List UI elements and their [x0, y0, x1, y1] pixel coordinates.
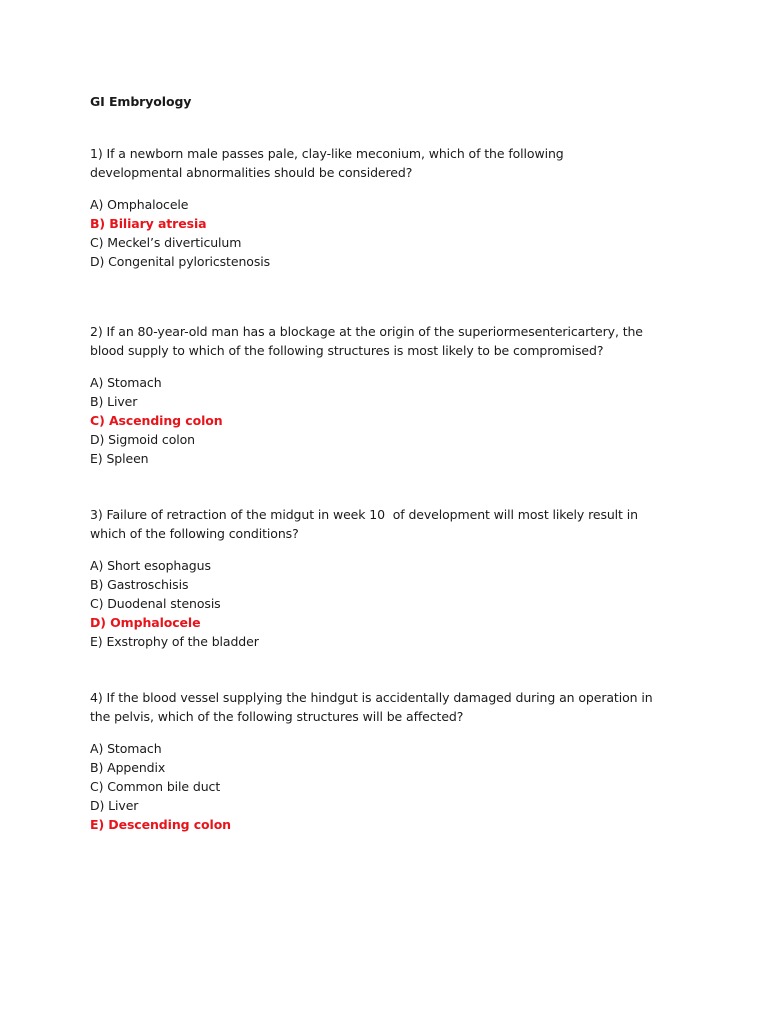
answer-options — [90, 373, 690, 468]
document-title: GI Embryology — [90, 94, 192, 109]
question-3 — [90, 505, 690, 651]
question-2 — [90, 322, 690, 468]
question-4 — [90, 688, 690, 834]
answer-option: D) Congenital pyloricstenosis — [90, 254, 271, 269]
answer-option: A) Stomach — [90, 375, 162, 390]
answer-option: E) Spleen — [90, 451, 149, 466]
correct-answer-option: E) Descending colon — [90, 817, 231, 832]
answer-option: A) Short esophagus — [90, 558, 211, 573]
question-stem-line: which of the following conditions? — [90, 526, 299, 541]
answer-option: C) Common bile duct — [90, 779, 221, 794]
answer-options — [90, 556, 690, 651]
question-1 — [90, 144, 690, 271]
question-stem-line: blood supply to which of the following structures is most likely to be compromised? — [90, 343, 604, 358]
answer-option: C) Duodenal stenosis — [90, 596, 221, 611]
correct-answer-option: D) Omphalocele — [90, 615, 201, 630]
question-stem-line: the pelvis, which of the following structures will be affected? — [90, 709, 464, 724]
question-stem-line: 2) If an 80-year-old man has a blockage at the origin of the superiormesentericartery, the — [90, 324, 643, 339]
answer-options — [90, 195, 690, 271]
answer-option: B) Appendix — [90, 760, 166, 775]
answer-option: A) Omphalocele — [90, 197, 189, 212]
correct-answer-option: B) Biliary atresia — [90, 216, 207, 231]
answer-option: C) Meckel’s diverticulum — [90, 235, 242, 250]
question-stem-line: developmental abnormalities should be considered? — [90, 165, 413, 180]
correct-answer-option: C) Ascending colon — [90, 413, 223, 428]
answer-option: B) Gastroschisis — [90, 577, 189, 592]
answer-option: D) Liver — [90, 798, 139, 813]
question-stem-line: 4) If the blood vessel supplying the hindgut is accidentally damaged during an operation in — [90, 690, 653, 705]
answer-options — [90, 739, 690, 834]
answer-option: D) Sigmoid colon — [90, 432, 195, 447]
question-stem-line: 1) If a newborn male passes pale, clay-like meconium, which of the following — [90, 146, 564, 161]
answer-option: A) Stomach — [90, 741, 162, 756]
answer-option: E) Exstrophy of the bladder — [90, 634, 259, 649]
answer-option: B) Liver — [90, 394, 138, 409]
question-stem-line: 3) Failure of retraction of the midgut in week 10 of development will most likely result in — [90, 507, 638, 522]
